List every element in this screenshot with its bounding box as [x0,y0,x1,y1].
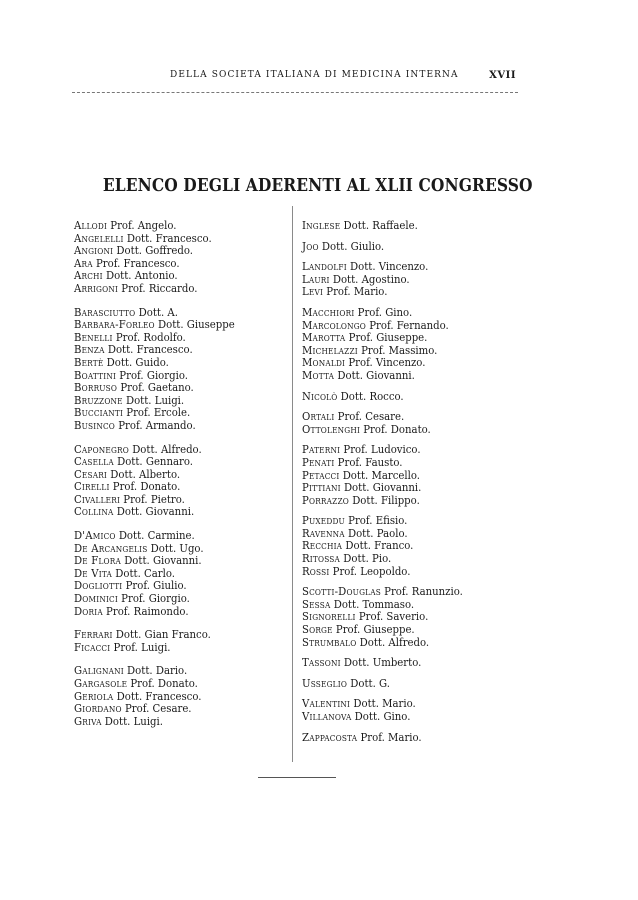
member-entry [302,637,504,650]
member-title-name: Dott. Mario. [353,697,416,711]
member-title-name: Prof. Cesare. [337,410,405,424]
member-title-name: Dott. Raffaele. [343,219,418,232]
member-title-name: Prof. Riccardo. [121,281,198,295]
member-surname: Puxeddu [302,514,345,528]
member-entry [302,711,504,724]
member-title-name: Dott. Guido. [106,355,169,369]
member-surname: Gargasole [74,677,128,690]
alphabet-group [302,732,522,745]
member-surname: Petacci [302,468,340,482]
member-surname: Macchiori [302,305,355,319]
member-surname: Galignani [74,664,124,678]
alphabet-group [302,411,522,436]
member-title-name: Dott. Francesco. [107,343,193,357]
alphabet-group [302,515,522,578]
member-title-name: Dott. Filippo. [352,493,420,507]
member-title-name: Prof. Angelo. [110,219,177,232]
member-title-name: Dott. Gino. [354,710,411,723]
member-title-name: Prof. Fausto. [337,455,403,469]
member-surname: Barasciutto [74,305,136,319]
member-title-name: Prof. Donato. [363,422,431,436]
member-title-name: Dott. Luigi. [125,393,185,407]
alphabet-group [302,698,522,723]
member-title-name: Dott. Francesco. [116,689,202,703]
member-surname: Angelelli [74,231,124,245]
member-surname: Lauri [302,272,330,286]
member-title-name: Dott. Giovanni. [124,554,202,568]
member-title-name: Dott. Alberto. [110,467,181,481]
member-surname: Sessa [302,597,331,611]
member-surname: Ottolenghi [302,422,361,436]
member-surname: Allodi [74,219,108,232]
member-surname: Pittiani [302,481,341,495]
member-title-name: Dott. Francesco. [126,231,212,245]
member-title-name: Dott. Agostino. [332,272,410,286]
member-entry [74,283,272,296]
member-title-name: Prof. Donato. [130,677,198,690]
member-title-name: Prof. Raimondo. [106,604,189,618]
member-title-name: Dott. Pio. [343,552,392,566]
running-header [74,70,518,86]
member-title-name: Prof. Saverio. [358,610,429,624]
member-surname: Marcolongo [302,318,367,332]
member-surname: Nicolò [302,389,338,403]
member-title-name: Prof. Ranunzio. [384,585,463,599]
member-title-name: Prof. Francesco. [95,256,180,270]
member-title-name: Prof. Donato. [112,480,181,494]
member-surname: Angioni [74,244,114,258]
member-surname: Archi [74,269,103,283]
alphabet-group [74,530,289,618]
member-entry [302,286,504,299]
alphabet-group [302,391,522,404]
member-surname: Ortali [302,410,335,424]
member-entry [74,716,272,729]
member-title-name: Dott. Alfredo. [132,442,202,456]
member-entry [302,657,504,670]
member-surname: Michelazzi [302,343,358,357]
member-surname: Penati [302,455,335,469]
member-surname: Valentini [302,697,351,711]
member-title-name: Prof. Mario. [326,285,388,299]
member-surname: Benza [74,343,105,357]
alphabet-group [302,678,522,691]
alphabet-group [74,629,289,654]
alphabet-group [74,665,289,728]
member-title-name: Dott. Rocco. [340,389,404,403]
member-entry [74,506,272,519]
alphabet-group [302,241,522,254]
alphabet-group [302,444,522,507]
alphabet-group [74,307,289,433]
member-surname: Levi [302,285,324,299]
member-title-name: Dott. Umberto. [343,656,422,670]
member-title-name: Prof. Gaetano. [120,381,194,395]
member-title-name: Dott. Giovanni. [116,505,195,519]
member-surname: Motta [302,368,335,382]
member-entry [302,566,504,579]
member-surname: Paterni [302,443,341,457]
member-surname: Businco [74,418,115,432]
member-surname: Civalleri [74,492,121,506]
member-surname: Cesari [74,467,108,481]
closing-rule [258,777,336,778]
member-title-name: Prof. Giorgio. [121,592,190,606]
member-surname: Signorelli [302,610,356,624]
member-title-name: Prof. Ludovico. [343,443,421,457]
member-title-name: Dott. Marcello. [342,468,420,482]
member-entry [302,220,504,233]
member-surname: Benelli [74,330,113,344]
header-divider [72,92,518,93]
right-column [302,220,522,752]
member-title-name: Dott. G. [350,676,390,690]
page-title: ELENCO DEGLI ADERENTI AL XLII CONGRESSO [102,175,533,196]
member-title-name: Dott. Gennaro. [117,455,193,469]
member-title-name: Dott. Giulio. [321,239,385,253]
alphabet-group [302,261,522,299]
member-entry [74,642,272,655]
member-title-name: Dott. Giuseppe [157,318,235,332]
member-title-name: Dott. Goffredo. [116,244,194,258]
running-title: DELLA SOCIETA ITALIANA DI MEDICINA INTERNA [170,70,459,80]
member-title-name: Prof. Rodolfo. [115,330,186,344]
member-title-name: Dott. Franco. [345,539,414,553]
member-surname: Boattini [74,368,117,382]
member-surname: Doria [74,604,103,618]
member-surname: Inglese [302,219,341,232]
member-surname: Griva [74,714,102,728]
left-column [74,220,289,739]
member-title-name: Dott. Tommaso. [333,597,415,611]
member-surname: Ferrari [74,628,113,642]
member-entry [74,606,272,619]
member-surname: Caponegro [74,442,129,456]
member-surname: Ritossa [302,552,341,566]
member-title-name: Dott. Paolo. [347,526,408,540]
member-surname: Ara [74,256,93,270]
member-title-name: Prof. Luigi. [113,640,171,654]
member-surname: Recchia [302,539,343,553]
member-title-name: Dott. Gian Franco. [115,628,211,642]
member-surname: Tassoni [302,656,341,670]
alphabet-group [302,307,522,383]
member-surname: Borruso [74,381,118,395]
member-surname: Scotti-Douglas [302,585,381,599]
member-entry [302,391,504,404]
member-title-name: Dott. Antonio. [105,269,178,283]
member-title-name: Prof. Giuseppe. [348,331,428,345]
member-surname: Sorge [302,623,333,637]
member-surname: De Flora [74,554,121,568]
member-title-name: Dott. Vincenzo. [350,260,429,274]
alphabet-group [302,657,522,670]
member-title-name: Prof. Armando. [118,418,196,432]
member-entry [302,241,504,254]
member-title-name: Prof. Mario. [360,730,422,744]
member-title-name: Prof. Giuseppe. [335,623,415,637]
member-surname: Landolfi [302,260,347,274]
member-surname: Strumbalo [302,635,357,649]
page-number: XVII [489,70,516,81]
member-surname: Arrigoni [74,281,119,295]
member-surname: Dogliotti [74,579,123,593]
member-surname: Cirelli [74,480,110,494]
alphabet-group [74,220,289,296]
member-title-name: Prof. Leopoldo. [332,564,411,578]
member-title-name: Dott. Dario. [127,664,188,678]
member-surname: Joo [302,239,319,253]
member-surname: Zappacosta [302,730,358,744]
member-surname: De Arcangelis [74,541,148,555]
member-surname: Bruzzone [74,393,123,407]
alphabet-group [302,586,522,649]
member-title-name: Prof. Giulio. [125,579,187,593]
member-entry [302,678,504,691]
member-surname: Marotta [302,331,346,345]
member-surname: Geriola [74,689,114,703]
member-surname: Ravenna [302,526,345,540]
alphabet-group [74,444,289,520]
member-title-name: Prof. Pietro. [123,492,185,506]
member-title-name: Dott. Giovanni. [337,368,415,382]
member-title-name: Dott. Luigi. [104,714,163,728]
alphabet-group [302,220,522,233]
member-surname: Porrazzo [302,493,349,507]
member-entry [302,732,504,745]
member-title-name: Dott. Alfredo. [359,635,430,649]
member-title-name: Dott. Ugo. [150,541,204,555]
member-surname: Dominici [74,592,118,606]
member-surname: Buccianti [74,406,124,420]
member-title-name: Dott. Carlo. [115,566,176,580]
member-title-name: Dott. Carmine. [118,529,195,543]
member-surname: Giordano [74,702,122,716]
member-surname: De Vita [74,566,113,580]
member-surname: Villanova [302,710,352,723]
member-surname: Ficacci [74,640,111,654]
member-title-name: Prof. Gino. [357,305,413,319]
member-title-name: Dott. Giovanni. [343,481,422,495]
member-surname: Collina [74,505,114,519]
member-surname: Bertè [74,355,104,369]
member-title-name: Prof. Massimo. [361,343,438,357]
member-title-name: Prof. Giorgio. [119,368,188,382]
member-title-name: Prof. Cesare. [124,702,192,716]
member-surname: Rossi [302,564,330,578]
member-surname: Monaldi [302,356,346,370]
member-entry [302,424,504,437]
member-title-name: Dott. A. [138,305,178,319]
member-surname: D'Amico [74,529,116,543]
member-surname: Casella [74,455,114,469]
member-title-name: Prof. Efisio. [348,514,408,528]
member-title-name: Prof. Vincenzo. [348,356,426,370]
member-title-name: Prof. Fernando. [369,318,449,332]
column-divider [292,206,293,762]
member-surname: Usseglio [302,676,348,690]
member-entry [302,370,504,383]
member-surname: Barbara-Forleo [74,318,155,332]
member-entry [74,420,272,433]
member-entry [302,495,504,508]
member-title-name: Prof. Ercole. [126,406,191,420]
